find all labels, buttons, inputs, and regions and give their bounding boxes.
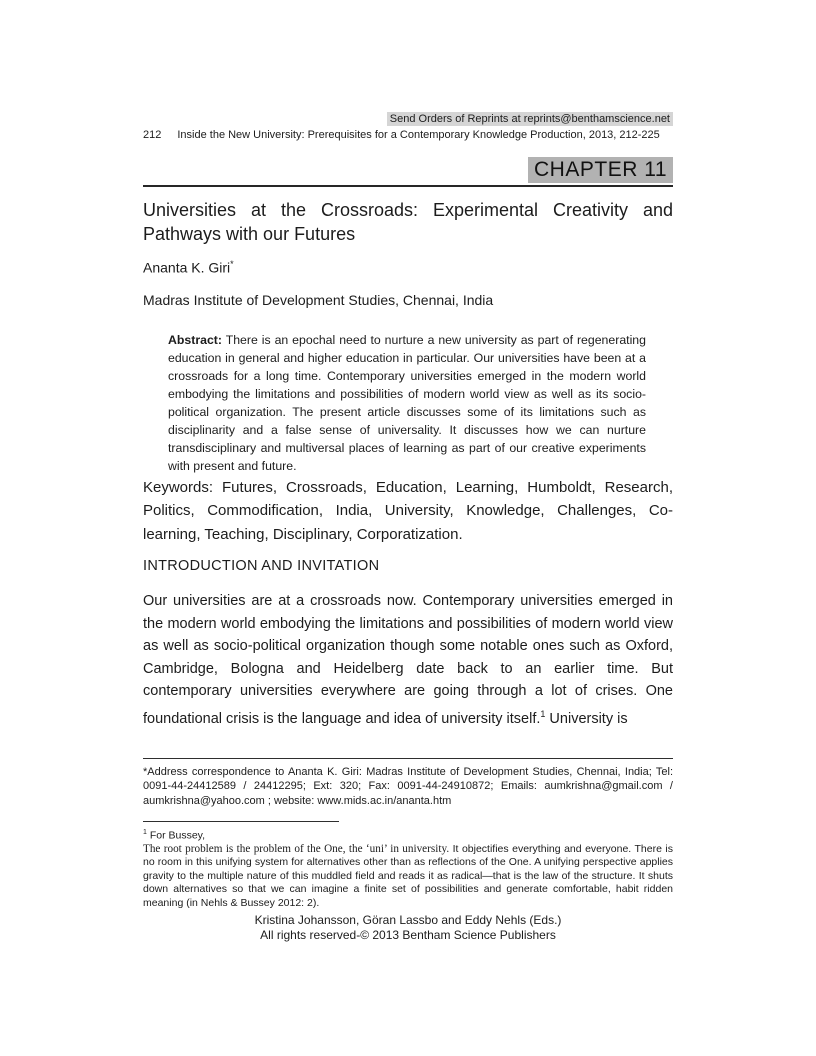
author-note-marker: *	[230, 259, 234, 269]
editors-line: Kristina Johansson, Göran Lassbo and Eddy Nehls (Eds.)	[254, 913, 562, 928]
section-heading: INTRODUCTION AND INVITATION	[143, 558, 380, 575]
footnote-1-quote-rest: It objectifies everything and everyone. There is no room in this unifying system for alternatives other than as reflections of the One. A unifying perspective applies gravity to the multiple nature of this muddled field and reads it as radical—that is the law of the structure. It shuts down alternatives so that we can imagine a finite set of possibilities and generate comfortable, habit ridden meaning (in Nehls & Bussey 2012: 2).	[143, 842, 674, 909]
page-content	[143, 0, 673, 943]
footnote-1-quote	[143, 843, 673, 910]
page-number: 212	[143, 129, 162, 141]
author-line	[143, 256, 673, 277]
reprint-notice-row	[143, 112, 673, 126]
abstract-text: There is an epochal need to nurture a new university as part of regenerating education in general and higher education in particular. Our universities have been at a crossroads for a long time. Contemporary universities emerged in the modern world embodying the limitations and possibilities of modern world view as well as its socio-political organization. The present article discusses some of its limitations such as disciplinarity and a false sense of universality. It discusses how we can nurture transdisciplinary and multiversal places of learning as part of our creative experiments with present and future.	[168, 332, 646, 473]
keywords-label: Keywords:	[143, 478, 214, 496]
keywords	[143, 476, 673, 547]
body-paragraph	[143, 590, 673, 730]
footnote-reference: 1	[540, 708, 546, 719]
footnote-1	[143, 826, 673, 910]
affiliation: Madras Institute of Development Studies, Chennai, India	[143, 291, 494, 308]
abstract-label: Abstract:	[168, 332, 222, 347]
footnote-1-intro: For Bussey,	[146, 829, 206, 842]
chapter-badge-row	[143, 157, 673, 183]
footnote-1-marker: 1	[143, 829, 147, 837]
running-header	[143, 128, 673, 142]
footnote-1-quote-serif: The root problem is the problem of the One, the ‘uni’ in university.	[143, 842, 450, 855]
correspondence-rule	[143, 758, 673, 759]
correspondence-note: *Address correspondence to Ananta K. Giri: Madras Institute of Development Studies, Chennai, India; Tel: 0091-44-24412589 / 24412295; Ext: 320; Fax: 0091-44-24910872; Emails: aumkrishna@gmail.com / aumkrishna@yahoo.com ; website: www.mids.ac.in/ananta.htm	[143, 765, 673, 807]
copyright-line: All rights reserved-© 2013 Bentham Science Publishers	[260, 928, 556, 943]
footnote-separator	[143, 821, 339, 822]
author-name: Ananta K. Giri	[143, 259, 231, 276]
chapter-title: Universities at the Crossroads: Experimental Creativity and Pathways with our Futures	[143, 200, 673, 244]
abstract	[168, 331, 646, 475]
chapter-badge: CHAPTER 11	[528, 157, 673, 183]
footnote-1-intro-line	[143, 826, 673, 843]
page-footer	[143, 913, 673, 943]
header-rule	[143, 185, 673, 187]
body-text-before-ref: Our universities are at a crossroads now. Contemporary universities emerged in the modern world embodying the limitations and possibilities of modern world view as well as socio-political organization though some notable ones such as Oxford, Cambridge, Bologna and Heidelberg date back to an earlier time. But contemporary universities everywhere are going through a lot of crises. One foundational crisis is the language and idea of university itself.	[143, 593, 673, 727]
body-text-after-ref: University is	[545, 710, 628, 727]
reprint-notice: Send Orders of Reprints at reprints@benthamscience.net	[387, 112, 673, 126]
book-title: Inside the New University: Prerequisites for a Contemporary Knowledge Production, 2013, 212-225	[177, 129, 660, 141]
keywords-text: Futures, Crossroads, Education, Learning, Humboldt, Research, Politics, Commodification, India, University, Knowledge, Challenges, Co-learning, Teaching, Disciplinary, Corporatization.	[143, 478, 673, 543]
